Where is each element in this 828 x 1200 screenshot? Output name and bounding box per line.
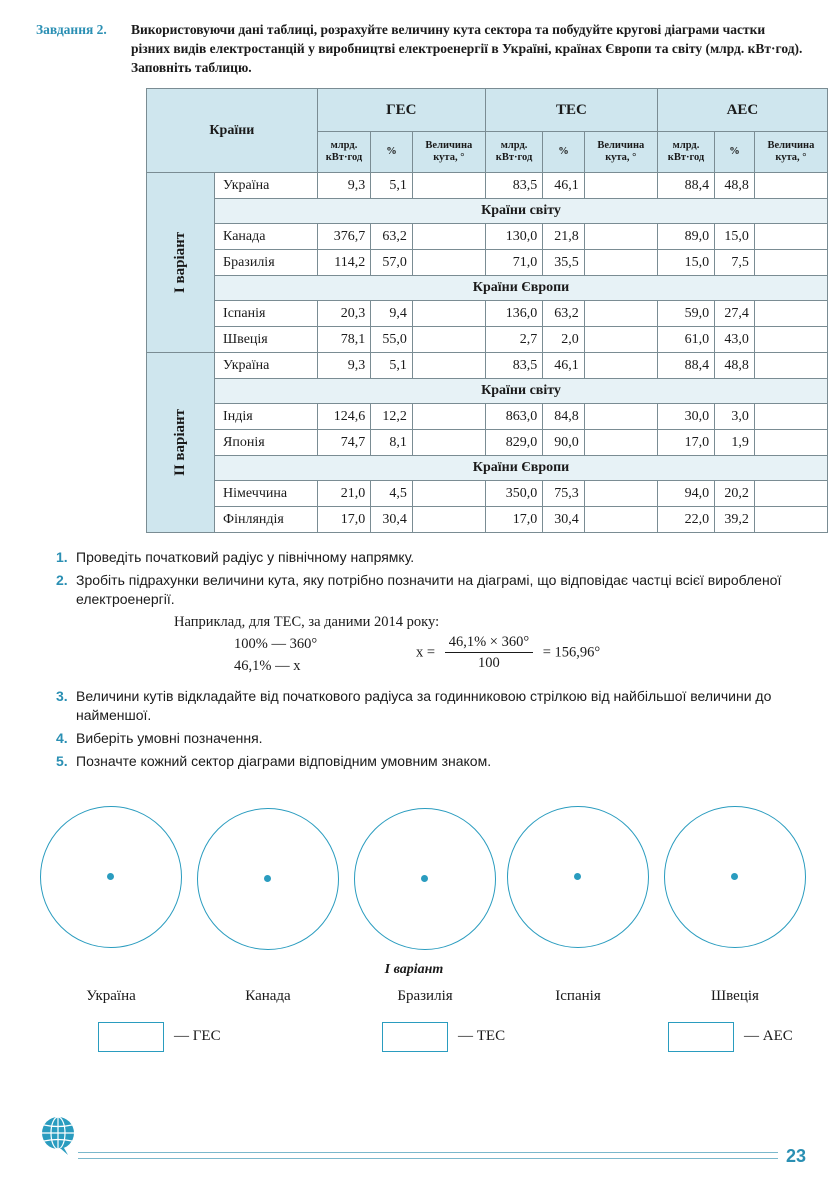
percent-cell: 30,4	[543, 507, 585, 533]
pie-blank-sweden[interactable]	[664, 806, 806, 948]
header-hes: ГЕС	[317, 89, 485, 132]
country-cell: Швеція	[215, 327, 318, 353]
legend-swatch-hes[interactable]	[98, 1022, 164, 1052]
percent-cell: 90,0	[543, 430, 585, 456]
angle-cell[interactable]	[412, 507, 485, 533]
percent-cell: 27,4	[715, 301, 755, 327]
table-row	[147, 173, 828, 199]
value-cell: 114,2	[317, 250, 371, 276]
value-cell: 2,7	[485, 327, 542, 353]
angle-cell[interactable]	[754, 250, 827, 276]
value-cell: 350,0	[485, 481, 542, 507]
value-cell: 17,0	[317, 507, 371, 533]
step-item	[56, 548, 808, 567]
task-text: Використовуючи дані таблиці, розрахуйте величину кута сектора та побудуйте кругові діаграми частки різних видів електростанцій у виробництві електроенергії в Україні, країнах Європи та світу (млрд. кВт·год). Заповніть таблицю.	[131, 22, 803, 75]
legend-label: — ТЕС	[458, 1028, 506, 1044]
table-row	[147, 353, 828, 379]
header-countries: Країни	[147, 89, 318, 173]
percent-cell: 48,8	[715, 353, 755, 379]
angle-cell[interactable]	[584, 173, 657, 199]
table-row	[147, 507, 828, 533]
task-number: Завдання 2.	[36, 22, 107, 37]
percent-cell: 43,0	[715, 327, 755, 353]
formula-fraction	[445, 633, 533, 673]
header-aes: АЕС	[657, 89, 827, 132]
value-cell: 9,3	[317, 173, 371, 199]
value-cell: 61,0	[657, 327, 714, 353]
section-europe: Країни Європи	[215, 276, 828, 301]
angle-cell[interactable]	[584, 507, 657, 533]
value-cell: 22,0	[657, 507, 714, 533]
country-cell: Японія	[215, 430, 318, 456]
diagram-label: Іспанія	[555, 988, 601, 1004]
percent-cell: 30,4	[371, 507, 413, 533]
pie-chart-blanks	[0, 800, 828, 960]
angle-cell[interactable]	[412, 353, 485, 379]
example-calculation	[56, 613, 808, 683]
percent-cell: 15,0	[715, 224, 755, 250]
country-cell: Іспанія	[215, 301, 318, 327]
percent-cell: 2,0	[543, 327, 585, 353]
center-dot	[421, 875, 428, 882]
angle-cell[interactable]	[754, 301, 827, 327]
percent-cell: 4,5	[371, 481, 413, 507]
diagram-label: Бразилія	[397, 988, 453, 1004]
step-number: 3.	[56, 688, 68, 704]
value-cell: 94,0	[657, 481, 714, 507]
country-cell: Німеччина	[215, 481, 318, 507]
percent-cell: 63,2	[543, 301, 585, 327]
percent-cell: 8,1	[371, 430, 413, 456]
percent-cell: 55,0	[371, 327, 413, 353]
step-text: Позначте кожний сектор діаграми відповідним умовним знаком.	[76, 753, 492, 769]
angle-cell[interactable]	[754, 404, 827, 430]
diagram-label: Канада	[245, 988, 291, 1004]
legend-swatch-tes[interactable]	[382, 1022, 448, 1052]
formula-result: = 156,96°	[542, 644, 601, 661]
country-cell: Україна	[215, 353, 318, 379]
value-cell: 17,0	[657, 430, 714, 456]
subheader-percent: %	[715, 132, 755, 173]
value-cell: 88,4	[657, 173, 714, 199]
diagram-label: Швеція	[711, 988, 759, 1004]
center-dot	[264, 875, 271, 882]
value-cell: 83,5	[485, 353, 542, 379]
value-cell: 130,0	[485, 224, 542, 250]
value-cell: 20,3	[317, 301, 371, 327]
angle-cell[interactable]	[412, 224, 485, 250]
example-intro: Наприклад, для ТЕС, за даними 2014 року:	[174, 614, 440, 630]
pie-blank-brazil[interactable]	[354, 808, 496, 950]
legend-swatch-aes[interactable]	[668, 1022, 734, 1052]
footer-rule	[78, 1152, 778, 1153]
value-cell: 71,0	[485, 250, 542, 276]
formula	[416, 633, 600, 673]
value-cell: 30,0	[657, 404, 714, 430]
table-row	[147, 224, 828, 250]
angle-cell[interactable]	[754, 430, 827, 456]
step-number: 2.	[56, 572, 68, 588]
data-table	[146, 88, 828, 533]
percent-cell: 39,2	[715, 507, 755, 533]
value-cell: 829,0	[485, 430, 542, 456]
legend-label: — АЕС	[744, 1028, 793, 1044]
percent-cell: 46,1	[543, 173, 585, 199]
variant-1-label: І варіант	[147, 173, 215, 353]
angle-cell[interactable]	[412, 327, 485, 353]
table-row	[147, 301, 828, 327]
percent-cell: 20,2	[715, 481, 755, 507]
angle-cell[interactable]	[754, 481, 827, 507]
percent-cell: 57,0	[371, 250, 413, 276]
section-world: Країни світу	[215, 199, 828, 224]
percent-cell: 84,8	[543, 404, 585, 430]
value-cell: 376,7	[317, 224, 371, 250]
subheader-angle: Величина кута, °	[754, 132, 827, 173]
percent-cell: 3,0	[715, 404, 755, 430]
value-cell: 863,0	[485, 404, 542, 430]
pie-blank-spain[interactable]	[507, 806, 649, 948]
step-item	[56, 752, 808, 771]
value-cell: 15,0	[657, 250, 714, 276]
subheader-angle: Величина кута, °	[412, 132, 485, 173]
step-text: Виберіть умовні позначення.	[76, 730, 263, 746]
page-number: 23	[785, 1146, 806, 1166]
angle-cell[interactable]	[754, 224, 827, 250]
percent-cell: 46,1	[543, 353, 585, 379]
section-europe: Країни Європи	[215, 456, 828, 481]
angle-cell[interactable]	[584, 353, 657, 379]
header-tes: ТЕС	[485, 89, 657, 132]
angle-cell[interactable]	[412, 250, 485, 276]
angle-cell[interactable]	[412, 173, 485, 199]
table-row	[147, 250, 828, 276]
angle-cell[interactable]	[584, 224, 657, 250]
diagrams-variant-title: І варіант	[384, 962, 444, 977]
angle-cell[interactable]	[412, 481, 485, 507]
formula-numerator: 46,1% × 360°	[445, 633, 533, 653]
formula-lhs: x =	[416, 644, 436, 661]
example-proportion-2: 46,1% — x	[234, 658, 301, 674]
angle-cell[interactable]	[412, 301, 485, 327]
value-cell: 74,7	[317, 430, 371, 456]
step-text: Зробіть підрахунки величини кута, яку потрібно позначити на діаграмі, що відповідає частці всієї виробленої електроенергії.	[76, 572, 782, 607]
angle-cell[interactable]	[584, 301, 657, 327]
section-world: Країни світу	[215, 379, 828, 404]
instructions	[56, 548, 808, 775]
percent-cell: 63,2	[371, 224, 413, 250]
table-row	[147, 430, 828, 456]
percent-cell: 9,4	[371, 301, 413, 327]
percent-cell: 5,1	[371, 353, 413, 379]
value-cell: 78,1	[317, 327, 371, 353]
subheader-angle: Величина кута, °	[584, 132, 657, 173]
angle-cell[interactable]	[754, 507, 827, 533]
example-proportion-1: 100% — 360°	[234, 636, 318, 652]
table-row	[147, 404, 828, 430]
country-cell: Україна	[215, 173, 318, 199]
legend-label: — ГЕС	[174, 1028, 221, 1044]
percent-cell: 75,3	[543, 481, 585, 507]
angle-cell[interactable]	[412, 404, 485, 430]
step-item	[56, 687, 808, 725]
angle-cell[interactable]	[584, 250, 657, 276]
step-number: 4.	[56, 730, 68, 746]
diagram-label: Україна	[86, 988, 136, 1004]
value-cell: 9,3	[317, 353, 371, 379]
subheader-percent: %	[371, 132, 413, 173]
value-cell: 89,0	[657, 224, 714, 250]
subheader-unit: млрд. кВт·год	[657, 132, 714, 173]
percent-cell: 21,8	[543, 224, 585, 250]
angle-cell[interactable]	[754, 353, 827, 379]
value-cell: 124,6	[317, 404, 371, 430]
step-text: Величини кутів відкладайте від початкового радіуса за годинниковою стрілкою від найбільшої величини до найменшої.	[76, 688, 772, 723]
angle-cell[interactable]	[754, 327, 827, 353]
globe-icon	[38, 1114, 80, 1156]
subheader-unit: млрд. кВт·год	[317, 132, 371, 173]
subheader-unit: млрд. кВт·год	[485, 132, 542, 173]
center-dot	[107, 873, 114, 880]
task-heading	[36, 20, 806, 77]
pie-blank-canada[interactable]	[197, 808, 339, 950]
percent-cell: 48,8	[715, 173, 755, 199]
angle-cell[interactable]	[584, 430, 657, 456]
value-cell: 83,5	[485, 173, 542, 199]
angle-cell[interactable]	[584, 404, 657, 430]
step-item	[56, 571, 808, 609]
angle-cell[interactable]	[584, 481, 657, 507]
percent-cell: 12,2	[371, 404, 413, 430]
angle-cell[interactable]	[412, 430, 485, 456]
subheader-percent: %	[543, 132, 585, 173]
value-cell: 17,0	[485, 507, 542, 533]
step-number: 1.	[56, 549, 68, 565]
angle-cell[interactable]	[584, 327, 657, 353]
footer-rule	[78, 1158, 778, 1159]
value-cell: 21,0	[317, 481, 371, 507]
center-dot	[731, 873, 738, 880]
percent-cell: 1,9	[715, 430, 755, 456]
step-text: Проведіть початковий радіус у північному напрямку.	[76, 549, 415, 565]
percent-cell: 7,5	[715, 250, 755, 276]
value-cell: 88,4	[657, 353, 714, 379]
table-row	[147, 327, 828, 353]
value-cell: 136,0	[485, 301, 542, 327]
value-cell: 59,0	[657, 301, 714, 327]
country-cell: Індія	[215, 404, 318, 430]
formula-denominator: 100	[478, 655, 500, 671]
country-cell: Канада	[215, 224, 318, 250]
center-dot	[574, 873, 581, 880]
country-cell: Бразилія	[215, 250, 318, 276]
percent-cell: 35,5	[543, 250, 585, 276]
pie-blank-ukraine[interactable]	[40, 806, 182, 948]
country-cell: Фінляндія	[215, 507, 318, 533]
variant-2-label: ІІ варіант	[147, 353, 215, 533]
angle-cell[interactable]	[754, 173, 827, 199]
percent-cell: 5,1	[371, 173, 413, 199]
table-row	[147, 481, 828, 507]
step-item	[56, 729, 808, 748]
step-number: 5.	[56, 753, 68, 769]
